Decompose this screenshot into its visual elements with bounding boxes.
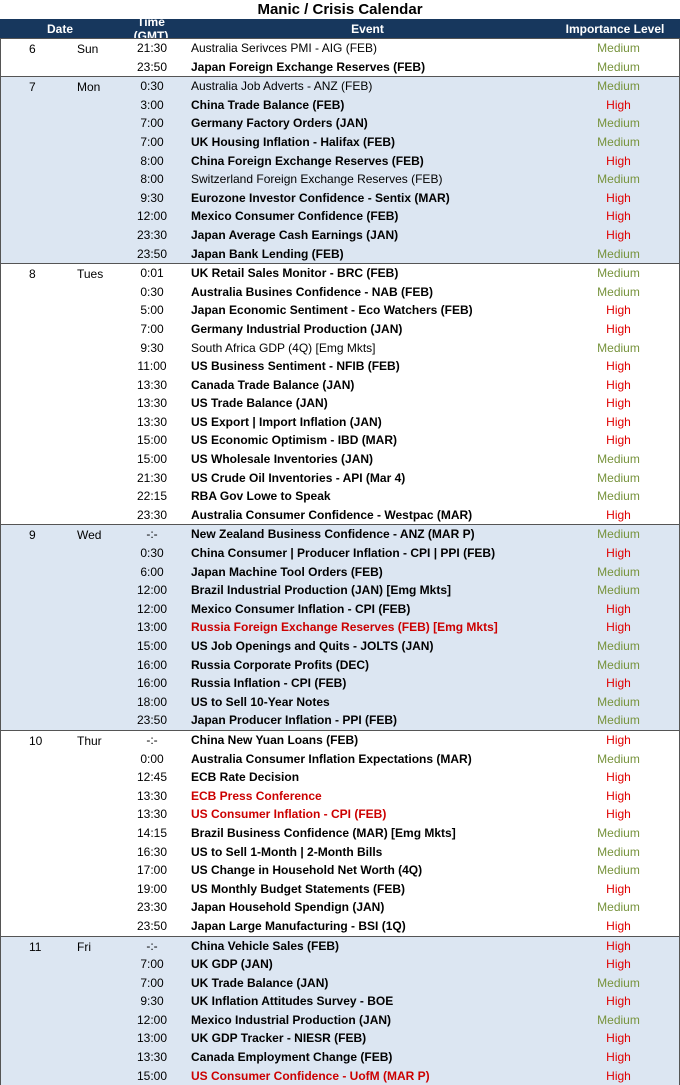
event-name: US Job Openings and Quits - JOLTS (JAN)	[191, 637, 546, 656]
event-name: Australia Consumer Confidence - Westpac (MAR)	[191, 506, 546, 525]
day-number: 7	[29, 80, 36, 94]
event-time: 0:30	[121, 283, 183, 302]
day-number: 6	[29, 42, 36, 56]
importance-level: High	[546, 207, 680, 226]
table-row	[1, 618, 679, 637]
event-name: UK GDP (JAN)	[191, 955, 546, 974]
table-row	[1, 226, 679, 245]
importance-level: High	[546, 917, 680, 936]
calendar-table	[0, 38, 680, 1085]
event-time: 16:30	[121, 843, 183, 862]
importance-level: Medium	[546, 77, 680, 96]
event-time: 14:15	[121, 824, 183, 843]
event-time: 13:30	[121, 394, 183, 413]
event-time: 9:30	[121, 339, 183, 358]
event-time: 7:00	[121, 955, 183, 974]
importance-level: Medium	[546, 693, 680, 712]
event-time: 15:00	[121, 637, 183, 656]
day-number: 8	[29, 267, 36, 281]
event-time: 8:00	[121, 170, 183, 189]
table-row	[1, 58, 679, 77]
table-row	[1, 1029, 679, 1048]
importance-level: High	[546, 357, 680, 376]
importance-level: Medium	[546, 898, 680, 917]
importance-level: Medium	[546, 637, 680, 656]
event-name: Australia Serivces PMI - AIG (FEB)	[191, 39, 546, 58]
importance-level: Medium	[546, 245, 680, 264]
event-name: Australia Job Adverts - ANZ (FEB)	[191, 77, 546, 96]
table-row	[1, 898, 679, 917]
table-row	[1, 469, 679, 488]
table-row	[1, 320, 679, 339]
table-row	[1, 750, 679, 769]
event-name: US Export | Import Inflation (JAN)	[191, 413, 546, 432]
importance-level: Medium	[546, 711, 680, 730]
event-time: 23:50	[121, 917, 183, 936]
event-time: 5:00	[121, 301, 183, 320]
table-row	[1, 133, 679, 152]
importance-level: Medium	[546, 487, 680, 506]
event-time: 7:00	[121, 974, 183, 993]
event-time: 15:00	[121, 450, 183, 469]
event-name: Japan Bank Lending (FEB)	[191, 245, 546, 264]
day-block	[0, 263, 680, 524]
table-row	[1, 637, 679, 656]
header-event: Event	[190, 22, 545, 36]
importance-level: Medium	[546, 114, 680, 133]
event-time: 13:30	[121, 787, 183, 806]
importance-level: High	[546, 674, 680, 693]
table-row	[1, 283, 679, 302]
importance-level: High	[546, 96, 680, 115]
table-row	[1, 357, 679, 376]
day-block	[0, 936, 680, 1085]
event-time: 0:30	[121, 544, 183, 563]
importance-level: Medium	[546, 264, 680, 283]
table-row	[1, 917, 679, 936]
event-time: 22:15	[121, 487, 183, 506]
event-name: Brazil Industrial Production (JAN) [Emg Mkts]	[191, 581, 546, 600]
table-row	[1, 731, 679, 750]
event-time: 13:30	[121, 805, 183, 824]
event-name: US Consumer Inflation - CPI (FEB)	[191, 805, 546, 824]
importance-level: High	[546, 152, 680, 171]
importance-level: Medium	[546, 974, 680, 993]
event-time: 23:30	[121, 506, 183, 525]
table-row	[1, 600, 679, 619]
table-row	[1, 581, 679, 600]
event-time: 12:00	[121, 207, 183, 226]
importance-level: High	[546, 600, 680, 619]
table-row	[1, 824, 679, 843]
event-name: Japan Economic Sentiment - Eco Watchers (FEB)	[191, 301, 546, 320]
event-time: 21:30	[121, 469, 183, 488]
table-row	[1, 39, 679, 58]
event-name: Germany Industrial Production (JAN)	[191, 320, 546, 339]
importance-level: Medium	[546, 750, 680, 769]
event-name: Switzerland Foreign Exchange Reserves (FEB)	[191, 170, 546, 189]
event-time: 3:00	[121, 96, 183, 115]
event-name: China New Yuan Loans (FEB)	[191, 731, 546, 750]
importance-level: Medium	[546, 58, 680, 77]
event-name: Brazil Business Confidence (MAR) [Emg Mkts]	[191, 824, 546, 843]
header-time: Time (GMT)	[120, 15, 182, 43]
event-time: 13:00	[121, 618, 183, 637]
event-time: 7:00	[121, 114, 183, 133]
importance-level: Medium	[546, 339, 680, 358]
event-name: Mexico Consumer Confidence (FEB)	[191, 207, 546, 226]
table-row	[1, 563, 679, 582]
event-time: 13:30	[121, 376, 183, 395]
event-name: Mexico Industrial Production (JAN)	[191, 1011, 546, 1030]
table-row	[1, 974, 679, 993]
header-importance: Importance Level	[545, 22, 680, 36]
importance-level: High	[546, 618, 680, 637]
day-block	[0, 524, 680, 730]
header-date: Date	[0, 22, 120, 36]
event-name: US to Sell 1-Month | 2-Month Bills	[191, 843, 546, 862]
event-name: US to Sell 10-Year Notes	[191, 693, 546, 712]
event-name: New Zealand Business Confidence - ANZ (MAR P)	[191, 525, 546, 544]
day-weekday: Sun	[77, 42, 98, 56]
table-row	[1, 264, 679, 283]
event-name: US Consumer Confidence - UofM (MAR P)	[191, 1067, 546, 1085]
event-time: 0:00	[121, 750, 183, 769]
event-name: Japan Household Spendign (JAN)	[191, 898, 546, 917]
event-name: UK GDP Tracker - NIESR (FEB)	[191, 1029, 546, 1048]
event-name: UK Trade Balance (JAN)	[191, 974, 546, 993]
importance-level: Medium	[546, 563, 680, 582]
importance-level: Medium	[546, 39, 680, 58]
table-row	[1, 301, 679, 320]
importance-level: High	[546, 937, 680, 956]
event-time: 16:00	[121, 656, 183, 675]
event-time: 16:00	[121, 674, 183, 693]
event-time: 13:00	[121, 1029, 183, 1048]
event-name: Canada Employment Change (FEB)	[191, 1048, 546, 1067]
event-time: -:-	[121, 525, 183, 544]
event-name: China Vehicle Sales (FEB)	[191, 937, 546, 956]
event-time: 11:00	[121, 357, 183, 376]
importance-level: High	[546, 189, 680, 208]
day-weekday: Thur	[77, 734, 102, 748]
importance-level: Medium	[546, 824, 680, 843]
page-title: Manic / Crisis Calendar	[0, 0, 680, 19]
importance-level: Medium	[546, 656, 680, 675]
event-time: 13:30	[121, 1048, 183, 1067]
event-time: 23:50	[121, 58, 183, 77]
importance-level: Medium	[546, 170, 680, 189]
table-row	[1, 955, 679, 974]
table-row	[1, 339, 679, 358]
event-name: US Crude Oil Inventories - API (Mar 4)	[191, 469, 546, 488]
table-row	[1, 768, 679, 787]
importance-level: High	[546, 880, 680, 899]
event-name: China Consumer | Producer Inflation - CPI | PPI (FEB)	[191, 544, 546, 563]
event-name: US Wholesale Inventories (JAN)	[191, 450, 546, 469]
table-row	[1, 487, 679, 506]
event-time: 12:00	[121, 600, 183, 619]
table-row	[1, 431, 679, 450]
importance-level: High	[546, 992, 680, 1011]
event-time: 9:30	[121, 189, 183, 208]
event-name: US Trade Balance (JAN)	[191, 394, 546, 413]
day-number: 9	[29, 528, 36, 542]
importance-level: High	[546, 376, 680, 395]
importance-level: High	[546, 544, 680, 563]
importance-level: High	[546, 805, 680, 824]
importance-level: High	[546, 226, 680, 245]
importance-level: High	[546, 394, 680, 413]
event-name: UK Housing Inflation - Halifax (FEB)	[191, 133, 546, 152]
event-name: Australia Consumer Inflation Expectations (MAR)	[191, 750, 546, 769]
event-time: -:-	[121, 937, 183, 956]
importance-level: High	[546, 1048, 680, 1067]
table-row	[1, 394, 679, 413]
event-name: US Economic Optimism - IBD (MAR)	[191, 431, 546, 450]
event-time: 19:00	[121, 880, 183, 899]
event-name: Mexico Consumer Inflation - CPI (FEB)	[191, 600, 546, 619]
event-name: China Trade Balance (FEB)	[191, 96, 546, 115]
day-block	[0, 76, 680, 263]
table-row	[1, 413, 679, 432]
table-row	[1, 114, 679, 133]
event-time: 23:30	[121, 898, 183, 917]
importance-level: High	[546, 1029, 680, 1048]
table-row	[1, 152, 679, 171]
importance-level: Medium	[546, 581, 680, 600]
table-row	[1, 937, 679, 956]
event-time: 9:30	[121, 992, 183, 1011]
event-name: Japan Average Cash Earnings (JAN)	[191, 226, 546, 245]
table-row	[1, 189, 679, 208]
day-number: 11	[29, 940, 41, 954]
table-row	[1, 693, 679, 712]
table-row	[1, 1011, 679, 1030]
importance-level: Medium	[546, 861, 680, 880]
day-block	[0, 38, 680, 76]
event-name: China Foreign Exchange Reserves (FEB)	[191, 152, 546, 171]
table-row	[1, 805, 679, 824]
importance-level: Medium	[546, 283, 680, 302]
event-name: Russia Corporate Profits (DEC)	[191, 656, 546, 675]
table-row	[1, 1067, 679, 1085]
event-name: Germany Factory Orders (JAN)	[191, 114, 546, 133]
event-name: Eurozone Investor Confidence - Sentix (MAR)	[191, 189, 546, 208]
event-name: Australia Busines Confidence - NAB (FEB)	[191, 283, 546, 302]
table-row	[1, 245, 679, 264]
event-name: US Change in Household Net Worth (4Q)	[191, 861, 546, 880]
event-time: 6:00	[121, 563, 183, 582]
table-row	[1, 711, 679, 730]
importance-level: Medium	[546, 843, 680, 862]
event-time: 23:30	[121, 226, 183, 245]
event-name: US Business Sentiment - NFIB (FEB)	[191, 357, 546, 376]
table-row	[1, 992, 679, 1011]
event-time: 23:50	[121, 711, 183, 730]
event-time: 23:50	[121, 245, 183, 264]
day-weekday: Wed	[77, 528, 101, 542]
event-name: Russia Foreign Exchange Reserves (FEB) [Emg Mkts]	[191, 618, 546, 637]
importance-level: High	[546, 955, 680, 974]
importance-level: High	[546, 768, 680, 787]
event-name: UK Retail Sales Monitor - BRC (FEB)	[191, 264, 546, 283]
event-time: 7:00	[121, 320, 183, 339]
day-block	[0, 730, 680, 936]
table-row	[1, 207, 679, 226]
importance-level: High	[546, 731, 680, 750]
day-weekday: Mon	[77, 80, 100, 94]
table-row	[1, 787, 679, 806]
table-row	[1, 1048, 679, 1067]
event-name: Russia Inflation - CPI (FEB)	[191, 674, 546, 693]
table-row	[1, 656, 679, 675]
event-name: Canada Trade Balance (JAN)	[191, 376, 546, 395]
table-row	[1, 880, 679, 899]
event-time: 17:00	[121, 861, 183, 880]
event-time: 15:00	[121, 431, 183, 450]
event-name: ECB Rate Decision	[191, 768, 546, 787]
importance-level: High	[546, 413, 680, 432]
event-time: 7:00	[121, 133, 183, 152]
table-row	[1, 506, 679, 525]
day-number: 10	[29, 734, 42, 748]
table-row	[1, 544, 679, 563]
event-time: 21:30	[121, 39, 183, 58]
importance-level: High	[546, 431, 680, 450]
event-time: 0:30	[121, 77, 183, 96]
table-row	[1, 861, 679, 880]
event-time: 0:01	[121, 264, 183, 283]
table-row	[1, 96, 679, 115]
day-weekday: Fri	[77, 940, 91, 954]
importance-level: High	[546, 787, 680, 806]
table-row	[1, 450, 679, 469]
event-time: -:-	[121, 731, 183, 750]
event-time: 12:00	[121, 1011, 183, 1030]
table-row	[1, 376, 679, 395]
importance-level: Medium	[546, 133, 680, 152]
importance-level: High	[546, 506, 680, 525]
event-time: 13:30	[121, 413, 183, 432]
importance-level: Medium	[546, 450, 680, 469]
event-name: ECB Press Conference	[191, 787, 546, 806]
event-time: 12:00	[121, 581, 183, 600]
importance-level: Medium	[546, 469, 680, 488]
table-header	[0, 19, 680, 38]
event-name: Japan Large Manufacturing - BSI (1Q)	[191, 917, 546, 936]
importance-level: High	[546, 301, 680, 320]
event-time: 8:00	[121, 152, 183, 171]
importance-level: High	[546, 320, 680, 339]
event-time: 15:00	[121, 1067, 183, 1085]
importance-level: High	[546, 1067, 680, 1085]
event-name: RBA Gov Lowe to Speak	[191, 487, 546, 506]
importance-level: Medium	[546, 525, 680, 544]
event-name: Japan Producer Inflation - PPI (FEB)	[191, 711, 546, 730]
importance-level: Medium	[546, 1011, 680, 1030]
event-name: UK Inflation Attitudes Survey - BOE	[191, 992, 546, 1011]
table-row	[1, 674, 679, 693]
day-weekday: Tues	[77, 267, 103, 281]
event-name: Japan Machine Tool Orders (FEB)	[191, 563, 546, 582]
table-row	[1, 77, 679, 96]
event-time: 12:45	[121, 768, 183, 787]
event-name: Japan Foreign Exchange Reserves (FEB)	[191, 58, 546, 77]
event-name: South Africa GDP (4Q) [Emg Mkts]	[191, 339, 546, 358]
event-name: US Monthly Budget Statements (FEB)	[191, 880, 546, 899]
table-row	[1, 843, 679, 862]
table-row	[1, 170, 679, 189]
table-row	[1, 525, 679, 544]
event-time: 18:00	[121, 693, 183, 712]
